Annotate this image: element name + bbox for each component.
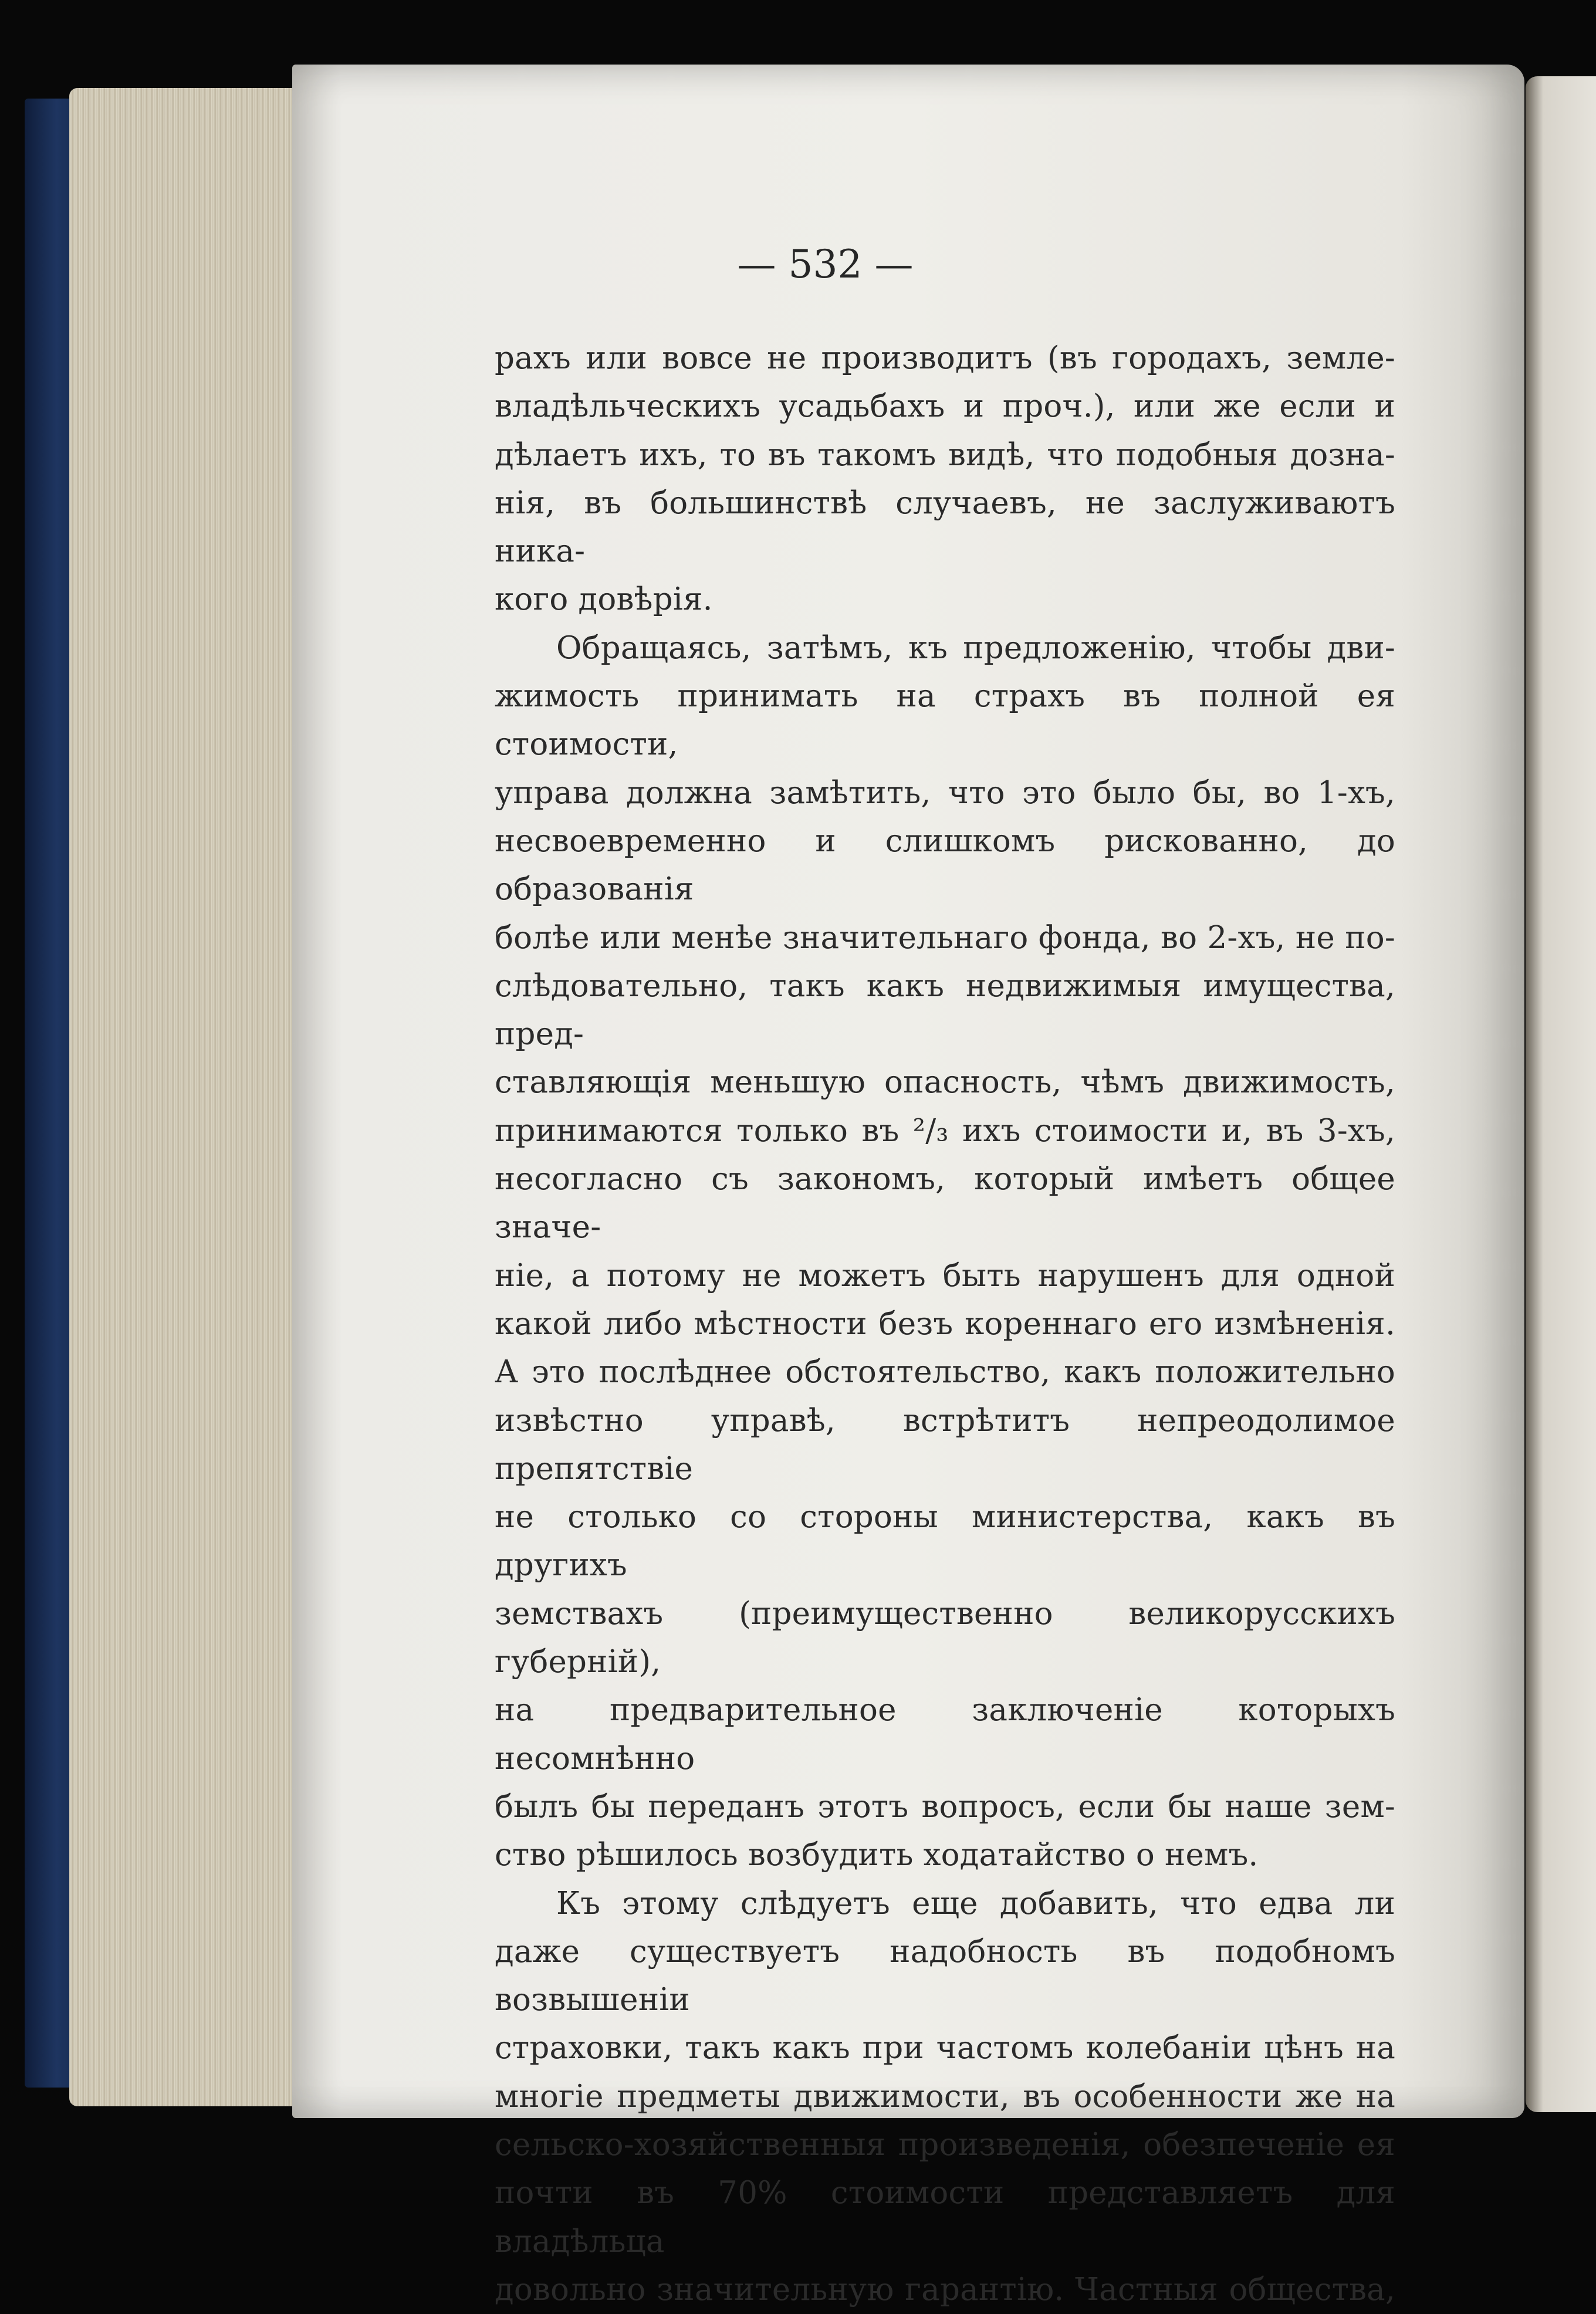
text-line: сельско-хозяйственныя произведенія, обезпеченіе ея — [495, 2126, 1395, 2163]
text-line: многіе предметы движимости, въ особенности же на — [495, 2078, 1395, 2115]
paragraph-first-line: Обращаясь, затѣмъ, къ предложенію, чтобы дви- — [556, 630, 1395, 666]
text-line: болѣе или менѣе значительнаго фонда, во 2-хъ, не по- — [495, 919, 1395, 956]
text-line: дѣлаетъ ихъ, то въ такомъ видѣ, что подобныя дозна- — [495, 437, 1395, 473]
text-line: ніе, а потому не можетъ быть нарушенъ для одной — [495, 1257, 1395, 1294]
text-line: рахъ или вовсе не производитъ (въ городахъ, земле- — [495, 340, 1395, 376]
body-text — [495, 334, 1395, 2314]
page-number: — 532 — — [737, 242, 914, 287]
text-line: несогласно съ закономъ, который имѣетъ общее значе- — [495, 1161, 1395, 1246]
text-line: даже существуетъ надобность въ подобномъ возвышеніи — [495, 1933, 1395, 2018]
text-line: страховки, такъ какъ при частомъ колебаніи цѣнъ на — [495, 2030, 1395, 2066]
text-line: жимость принимать на страхъ въ полной ея стоимости, — [495, 678, 1395, 763]
text-line: принимаются только въ ²/₃ ихъ стоимости и, въ 3-хъ, — [495, 1112, 1395, 1149]
text-line: слѣдовательно, такъ какъ недвижимыя имущества, пред- — [495, 967, 1395, 1053]
text-line: несвоевременно и слишкомъ рискованно, до образованія — [495, 823, 1395, 908]
text-line: извѣстно управѣ, встрѣтитъ непреодолимое препятствіе — [495, 1402, 1395, 1487]
text-line: почти въ 70% стоимости представляетъ для владѣльца — [495, 2175, 1395, 2259]
text-line: кого довѣрія. — [495, 581, 713, 618]
text-line: ставляющія меньшую опасность, чѣмъ движимость, — [495, 1064, 1395, 1101]
text-line: на предварительное заключеніе которыхъ несомнѣнно — [495, 1692, 1395, 1777]
text-line: ство рѣшилось возбудить ходатайство о немъ. — [495, 1837, 1259, 1873]
text-line: земствахъ (преимущественно великорусскихъ губерній), — [495, 1595, 1395, 1680]
page-edges — [69, 88, 316, 2106]
text-line: не столько со стороны министерства, какъ въ другихъ — [495, 1499, 1395, 1584]
text-line: владѣльческихъ усадьбахъ и проч.), или же если и — [495, 388, 1395, 425]
text-line: какой либо мѣстности безъ кореннаго его измѣненія. — [495, 1305, 1395, 1342]
text-line: управа должна замѣтить, что это было бы, во 1-хъ, — [495, 774, 1395, 811]
text-line: А это послѣднее обстоятельство, какъ положительно — [495, 1354, 1395, 1391]
facing-page-edge — [1526, 76, 1596, 2112]
text-line: нія, въ большинствѣ случаевъ, не заслуживаютъ ника- — [495, 485, 1395, 570]
text-line: довольно значительную гарантію. Частныя общества, — [495, 2271, 1395, 2308]
paragraph-first-line: Къ этому слѣдуетъ еще добавить, что едва ли — [556, 1885, 1395, 1921]
text-line: былъ бы переданъ этотъ вопросъ, если бы наше зем- — [495, 1788, 1395, 1825]
